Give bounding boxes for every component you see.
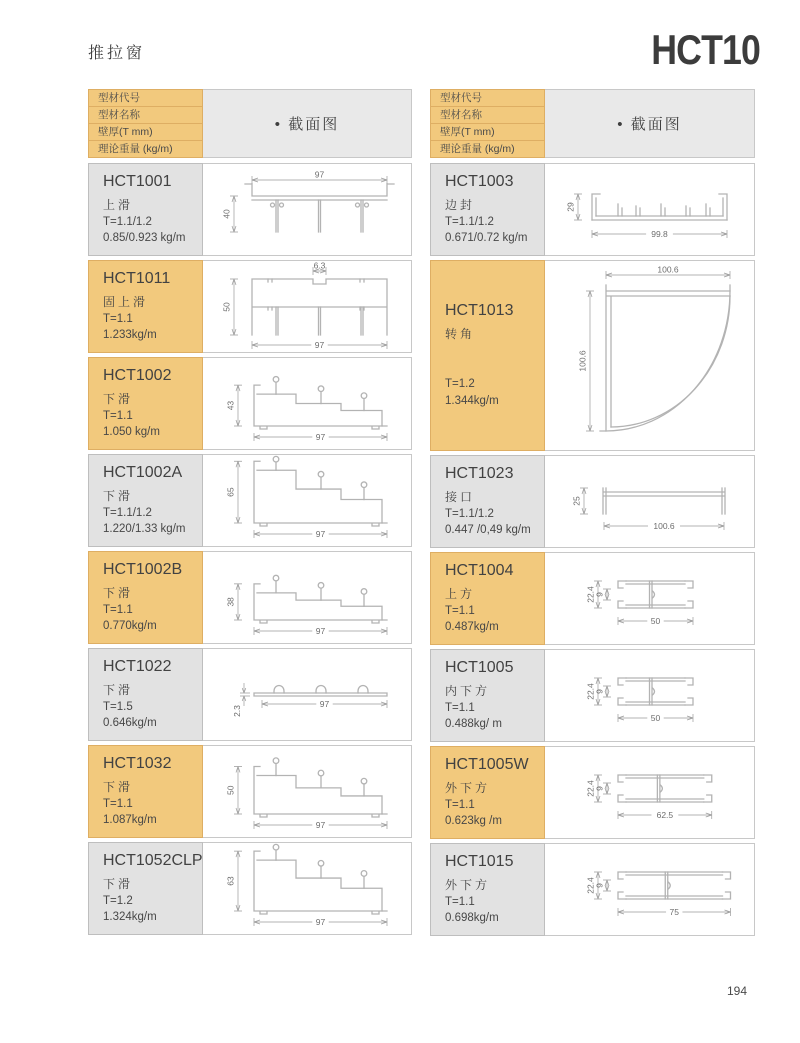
profile-table-left bbox=[88, 89, 412, 939]
profile-weight: 0.646kg/m bbox=[103, 717, 157, 730]
profile-diagram-cell bbox=[545, 649, 755, 742]
profile-name: 转角 bbox=[445, 327, 476, 342]
profile-row-HCT1013 bbox=[430, 260, 755, 451]
profile-thickness: T=1.1 bbox=[445, 701, 475, 714]
svg-text:25: 25 bbox=[571, 496, 582, 506]
profile-code: HCT1002A bbox=[103, 464, 183, 481]
profile-diagram-cell bbox=[545, 843, 755, 936]
svg-text:38: 38 bbox=[225, 597, 235, 607]
header-label-3: 理论重量 (kg/m) bbox=[88, 140, 203, 158]
profile-diagram-cell bbox=[203, 648, 412, 741]
profile-code: HCT1005 bbox=[445, 659, 514, 676]
header-label-2: 壁厚(T mm) bbox=[88, 123, 203, 141]
profile-thickness: T=1.5 bbox=[103, 700, 133, 713]
svg-text:63: 63 bbox=[225, 876, 235, 886]
cross-section-diagram bbox=[204, 843, 411, 934]
profile-name: 下滑 bbox=[103, 683, 134, 697]
cross-section-diagram bbox=[204, 455, 411, 546]
profile-specs bbox=[445, 894, 540, 927]
profile-row-HCT1001 bbox=[88, 163, 412, 256]
profile-diagram-cell bbox=[203, 745, 412, 838]
profile-weight: 1.087kg/m bbox=[103, 814, 157, 827]
profile-diagram-cell bbox=[545, 455, 755, 548]
table-header-labels bbox=[88, 89, 203, 158]
profile-weight: 1.233kg/m bbox=[103, 329, 157, 342]
profile-thickness: T=1.1 bbox=[103, 312, 133, 325]
profile-code: HCT1001 bbox=[103, 173, 172, 190]
svg-text:9: 9 bbox=[594, 592, 605, 597]
svg-text:22.4: 22.4 bbox=[585, 780, 596, 797]
profile-info-cell bbox=[88, 551, 203, 644]
profile-weight: 0.698kg/m bbox=[445, 912, 499, 925]
svg-text:62.5: 62.5 bbox=[656, 810, 674, 820]
profile-info-cell bbox=[430, 843, 545, 936]
profile-row-HCT1011 bbox=[88, 260, 412, 353]
profile-thickness: T=1.1/1.2 bbox=[103, 506, 152, 519]
svg-text:100.6: 100.6 bbox=[653, 521, 675, 531]
profile-weight: 0.447 /0,49 kg/m bbox=[445, 524, 531, 537]
page-number: 194 bbox=[727, 984, 748, 998]
profile-row-HCT1015 bbox=[430, 843, 755, 936]
profile-thickness: T=1.1/1.2 bbox=[103, 215, 152, 228]
profile-name: 接口 bbox=[445, 490, 476, 504]
svg-text:97: 97 bbox=[314, 340, 324, 350]
profile-name: 外下方 bbox=[445, 878, 491, 892]
profile-thickness: T=1.1 bbox=[445, 604, 475, 617]
profile-code: HCT1011 bbox=[103, 270, 171, 287]
profile-code: HCT1015 bbox=[445, 853, 514, 870]
profile-row-HCT1022 bbox=[88, 648, 412, 741]
header-label-1: 型材名称 bbox=[430, 106, 545, 124]
profile-specs bbox=[445, 506, 540, 539]
cross-section-diagram bbox=[546, 553, 753, 644]
profile-thickness: T=1.2 bbox=[103, 894, 133, 907]
table-header bbox=[430, 89, 755, 158]
profile-thickness: T=1.1/1.2 bbox=[445, 215, 494, 228]
svg-text:22.4: 22.4 bbox=[585, 586, 596, 603]
profile-code: HCT1004 bbox=[445, 562, 514, 579]
svg-text:97: 97 bbox=[315, 529, 325, 539]
profile-weight: 1.220/1.33 kg/m bbox=[103, 523, 186, 536]
table-header-labels bbox=[430, 89, 545, 158]
profile-diagram-cell bbox=[545, 260, 755, 451]
svg-text:75: 75 bbox=[669, 907, 679, 917]
profile-info-cell bbox=[88, 842, 203, 935]
profile-weight: 0.671/0.72 kg/m bbox=[445, 232, 528, 245]
svg-text:6.3: 6.3 bbox=[313, 261, 325, 271]
profile-name: 外下方 bbox=[445, 781, 491, 795]
header-label-0: 型材代号 bbox=[88, 89, 203, 107]
profile-diagram-cell bbox=[203, 551, 412, 644]
svg-text:65: 65 bbox=[225, 487, 235, 497]
cross-section-diagram bbox=[546, 261, 753, 450]
section-header: • 截面图 bbox=[203, 89, 412, 158]
profile-name: 内下方 bbox=[445, 684, 491, 698]
svg-text:22.4: 22.4 bbox=[585, 877, 596, 894]
profile-name: 边封 bbox=[445, 198, 476, 212]
profile-thickness: T=1.1 bbox=[103, 409, 133, 422]
svg-text:2.3: 2.3 bbox=[231, 705, 242, 717]
svg-text:40: 40 bbox=[221, 209, 231, 219]
svg-text:100.6: 100.6 bbox=[657, 264, 679, 275]
profile-name: 下滑 bbox=[103, 392, 134, 406]
cross-section-diagram bbox=[546, 844, 753, 935]
profile-info-cell bbox=[430, 260, 545, 451]
profile-specs bbox=[445, 700, 540, 733]
svg-text:97: 97 bbox=[315, 820, 325, 830]
profile-info-cell bbox=[88, 163, 203, 256]
svg-text:97: 97 bbox=[314, 169, 324, 180]
profile-code: HCT1003 bbox=[445, 173, 514, 190]
profile-specs bbox=[103, 408, 198, 441]
profile-thickness: T=1.1 bbox=[103, 603, 133, 616]
profile-specs bbox=[103, 505, 198, 538]
profile-row-HCT1032 bbox=[88, 745, 412, 838]
profile-row-HCT1005 bbox=[430, 649, 755, 742]
svg-text:50: 50 bbox=[225, 785, 235, 795]
profile-specs bbox=[103, 214, 198, 247]
svg-text:97: 97 bbox=[315, 917, 325, 927]
profile-info-cell bbox=[430, 552, 545, 645]
profile-row-HCT1002A bbox=[88, 454, 412, 547]
profile-name: 下滑 bbox=[103, 780, 134, 794]
svg-text:50: 50 bbox=[221, 302, 231, 312]
profile-specs bbox=[103, 699, 198, 732]
profile-diagram-cell bbox=[545, 552, 755, 645]
profile-code: HCT1023 bbox=[445, 465, 514, 482]
profile-code: HCT1005W bbox=[445, 756, 529, 773]
header-label-0: 型材代号 bbox=[430, 89, 545, 107]
profile-specs bbox=[103, 602, 198, 635]
cross-section-diagram bbox=[546, 650, 753, 741]
profile-name: 固上滑 bbox=[103, 295, 149, 309]
table-header bbox=[88, 89, 412, 158]
profile-diagram-cell bbox=[203, 260, 412, 353]
profile-info-cell bbox=[430, 455, 545, 548]
svg-text:9: 9 bbox=[594, 883, 605, 888]
profile-info-cell bbox=[88, 357, 203, 450]
svg-text:50: 50 bbox=[650, 616, 661, 626]
profile-diagram-cell bbox=[545, 163, 755, 256]
profile-info-cell bbox=[88, 745, 203, 838]
cross-section-diagram bbox=[204, 746, 411, 837]
profile-specs bbox=[445, 214, 540, 247]
spacer bbox=[445, 342, 540, 376]
profile-name: 下滑 bbox=[103, 586, 134, 600]
svg-text:43: 43 bbox=[225, 400, 235, 411]
header-label-3: 理论重量 (kg/m) bbox=[430, 140, 545, 158]
profile-specs bbox=[445, 376, 540, 409]
profile-code: HCT1032 bbox=[103, 755, 172, 772]
profile-weight: 1.324kg/m bbox=[103, 911, 157, 924]
svg-text:22.4: 22.4 bbox=[585, 683, 596, 700]
profile-diagram-cell bbox=[203, 842, 412, 935]
profile-name: 上滑 bbox=[103, 198, 134, 212]
profile-diagram-cell bbox=[203, 454, 412, 547]
profile-diagram-cell bbox=[203, 357, 412, 450]
profile-row-HCT1052CLP bbox=[88, 842, 412, 935]
profile-name: 上方 bbox=[445, 587, 476, 601]
profile-specs bbox=[103, 893, 198, 926]
header-label-1: 型材名称 bbox=[88, 106, 203, 124]
cross-section-diagram bbox=[546, 747, 753, 838]
profile-weight: 1.050 kg/m bbox=[103, 426, 160, 439]
profile-weight: 0.623kg /m bbox=[445, 815, 502, 828]
profile-info-cell bbox=[88, 454, 203, 547]
profile-thickness: T=1.2 bbox=[445, 378, 475, 391]
cross-section-diagram bbox=[204, 649, 411, 740]
cross-section-diagram bbox=[204, 358, 411, 449]
profile-weight: 0.488kg/ m bbox=[445, 718, 502, 731]
cross-section-diagram bbox=[546, 456, 753, 547]
profile-code: HCT1052CLP bbox=[103, 852, 203, 869]
profile-info-cell bbox=[88, 260, 203, 353]
section-header: • 截面图 bbox=[545, 89, 755, 158]
profile-specs bbox=[103, 796, 198, 829]
profile-code: HCT1013 bbox=[445, 302, 514, 320]
profile-weight: 0.770kg/m bbox=[103, 620, 157, 633]
profile-thickness: T=1.1 bbox=[445, 895, 475, 908]
profile-diagram-cell bbox=[203, 163, 412, 256]
cross-section-diagram bbox=[546, 164, 753, 255]
svg-text:97: 97 bbox=[315, 432, 325, 442]
profile-diagram-cell bbox=[545, 746, 755, 839]
profile-row-HCT1004 bbox=[430, 552, 755, 645]
profile-specs bbox=[103, 311, 198, 344]
svg-text:99.8: 99.8 bbox=[651, 229, 668, 239]
series-code: HCT10 bbox=[651, 26, 760, 73]
profile-weight: 1.344kg/m bbox=[445, 395, 499, 407]
profile-weight: 0.85/0.923 kg/m bbox=[103, 232, 186, 245]
cross-section-diagram bbox=[204, 164, 411, 255]
profile-info-cell bbox=[430, 163, 545, 256]
profile-info-cell bbox=[430, 649, 545, 742]
profile-name: 下滑 bbox=[103, 877, 134, 891]
profile-info-cell bbox=[430, 746, 545, 839]
cross-section-diagram bbox=[204, 552, 411, 643]
svg-text:29: 29 bbox=[565, 202, 576, 212]
profile-code: HCT1022 bbox=[103, 658, 172, 675]
profile-specs bbox=[445, 797, 540, 830]
profile-code: HCT1002B bbox=[103, 561, 183, 578]
profile-thickness: T=1.1 bbox=[103, 797, 133, 810]
profile-row-HCT1002 bbox=[88, 357, 412, 450]
profile-name: 下滑 bbox=[103, 489, 134, 503]
header-label-2: 壁厚(T mm) bbox=[430, 123, 545, 141]
profile-row-HCT1005W bbox=[430, 746, 755, 839]
profile-row-HCT1002B bbox=[88, 551, 412, 644]
profile-info-cell bbox=[88, 648, 203, 741]
page-title: 推拉窗 bbox=[88, 45, 146, 62]
profile-thickness: T=1.1/1.2 bbox=[445, 507, 494, 520]
svg-text:97: 97 bbox=[319, 699, 329, 709]
profile-table-right bbox=[430, 89, 755, 940]
profile-thickness: T=1.1 bbox=[445, 798, 475, 811]
svg-text:9: 9 bbox=[594, 786, 605, 791]
profile-code: HCT1002 bbox=[103, 367, 172, 384]
profile-weight: 0.487kg/m bbox=[445, 621, 499, 634]
profile-row-HCT1023 bbox=[430, 455, 755, 548]
svg-text:97: 97 bbox=[315, 626, 325, 636]
cross-section-diagram bbox=[204, 261, 411, 352]
svg-text:100.6: 100.6 bbox=[577, 350, 588, 372]
profile-specs bbox=[445, 603, 540, 636]
profile-row-HCT1003 bbox=[430, 163, 755, 256]
svg-text:9: 9 bbox=[594, 689, 605, 694]
svg-text:50: 50 bbox=[650, 713, 661, 723]
